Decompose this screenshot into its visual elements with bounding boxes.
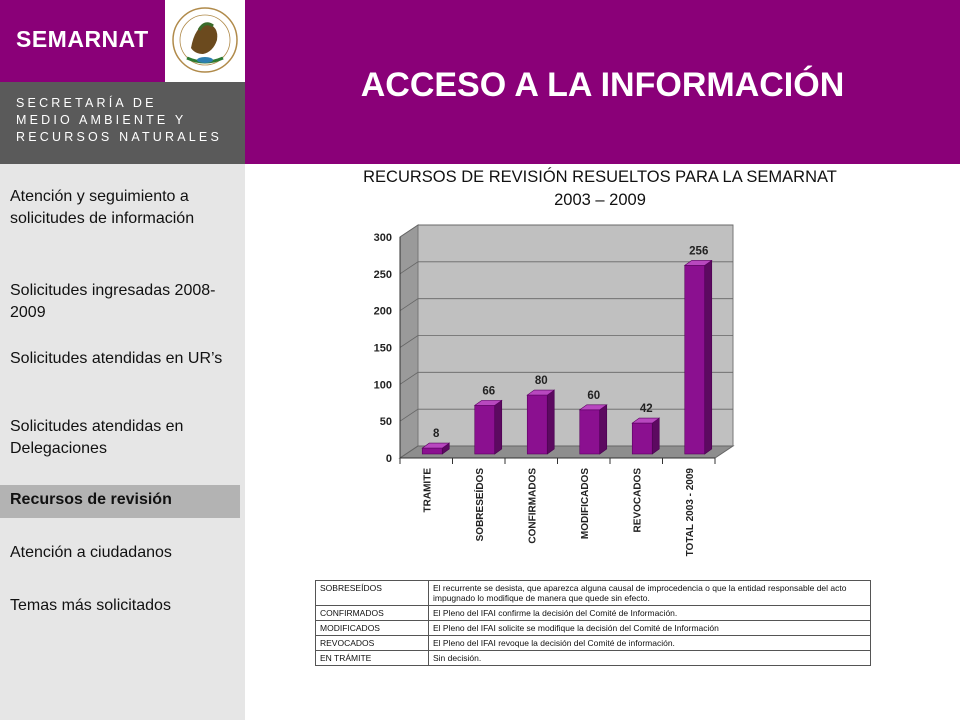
data-label: 8 [433, 428, 440, 441]
x-tick-label: MODIFICADOS [579, 468, 591, 540]
x-tick-label: TOTAL 2003 - 2009 [684, 468, 696, 557]
bar-chart [355, 215, 745, 577]
secretaria-band [0, 82, 245, 164]
x-tick-label: REVOCADOS [632, 468, 644, 533]
data-label: 66 [482, 385, 496, 398]
y-tick-label: 50 [379, 416, 392, 429]
y-tick-label: 150 [373, 342, 392, 355]
x-tick-label: SOBRESEÍDOS [474, 468, 486, 542]
definitions-table [315, 580, 871, 666]
coat-of-arms-icon [165, 0, 245, 82]
sidebar-item-atencion-seguimiento[interactable]: Atención y seguimiento a solicitudes de información [10, 188, 195, 227]
chart-subtitle: 2003 – 2009 [554, 191, 646, 209]
table-row [316, 581, 871, 606]
definition-text: Sin decisión. [429, 651, 871, 666]
bar-side [547, 390, 554, 454]
brand-name: SEMARNAT [16, 26, 149, 52]
data-label: 80 [534, 375, 548, 388]
secretaria-line-2: MEDIO AMBIENTE Y [16, 113, 187, 127]
table-row [316, 651, 871, 666]
data-label: 42 [639, 403, 653, 416]
chart-floor [400, 446, 733, 458]
bar [632, 423, 652, 454]
definition-text: El Pleno del IFAI confirme la decisión del Comité de Información. [429, 606, 871, 621]
definition-text: El recurrente se desista, que aparezca alguna causal de improcedencia o que la entidad responsable del acto impugnado lo modifique de manera que quede sin efecto. [429, 581, 871, 606]
table-row [316, 636, 871, 651]
sidebar-item-solicitudes-delegaciones[interactable]: Solicitudes atendidas en Delegaciones [10, 418, 184, 457]
y-tick-label: 300 [373, 232, 392, 244]
definition-term: CONFIRMADOS [316, 606, 429, 621]
secretaria-line-3: RECURSOS NATURALES [16, 130, 223, 144]
y-tick-label: 200 [373, 305, 392, 318]
bar [422, 448, 442, 454]
sidebar-item-label-active: Recursos de revisión [10, 491, 172, 508]
sidebar [0, 164, 245, 720]
bar-side [600, 405, 607, 454]
sidebar-item-atencion-ciudadanos[interactable]: Atención a ciudadanos [10, 544, 172, 561]
page-title: ACCESO A LA INFORMACIÓN [360, 66, 845, 104]
definition-term: SOBRESEÍDOS [316, 581, 429, 606]
data-label: 256 [689, 245, 709, 258]
header-banner [245, 0, 960, 164]
table-row [316, 606, 871, 621]
sidebar-item-solicitudes-ingresadas[interactable]: Solicitudes ingresadas 2008-2009 [10, 282, 216, 321]
x-tick-label: CONFIRMADOS [527, 468, 539, 544]
sidebar-item-temas-solicitados[interactable]: Temas más solicitados [10, 597, 171, 614]
chart-title [290, 166, 910, 212]
definition-term: MODIFICADOS [316, 621, 429, 636]
y-tick-label: 250 [373, 268, 392, 281]
secretaria-line-1: SECRETARÍA DE [16, 96, 157, 110]
brand-bar [0, 0, 165, 82]
y-tick-label: 100 [373, 379, 392, 392]
definition-term: EN TRÁMITE [316, 651, 429, 666]
definition-text: El Pleno del IFAI solicite se modifique la decisión del Comité de Información [429, 621, 871, 636]
definition-text: El Pleno del IFAI revoque la decisión del Comité de información. [429, 636, 871, 651]
bar [580, 410, 600, 454]
chart-title-line: RECURSOS DE REVISIÓN RESUELTOS PARA LA SEMARNAT [363, 168, 837, 186]
bar [685, 265, 705, 454]
bar [527, 395, 547, 454]
sidebar-item-solicitudes-urs[interactable]: Solicitudes atendidas en UR’s [10, 350, 223, 367]
data-label: 60 [587, 389, 601, 402]
bar [475, 405, 495, 454]
y-tick-label: 0 [385, 453, 392, 465]
x-tick-label: TRAMITE [422, 468, 434, 513]
definition-term: REVOCADOS [316, 636, 429, 651]
bar-side [652, 418, 659, 454]
table-row [316, 621, 871, 636]
bar-side [705, 260, 712, 454]
sidebar-item-recursos-revision[interactable] [0, 485, 240, 518]
bar-side [495, 400, 502, 454]
